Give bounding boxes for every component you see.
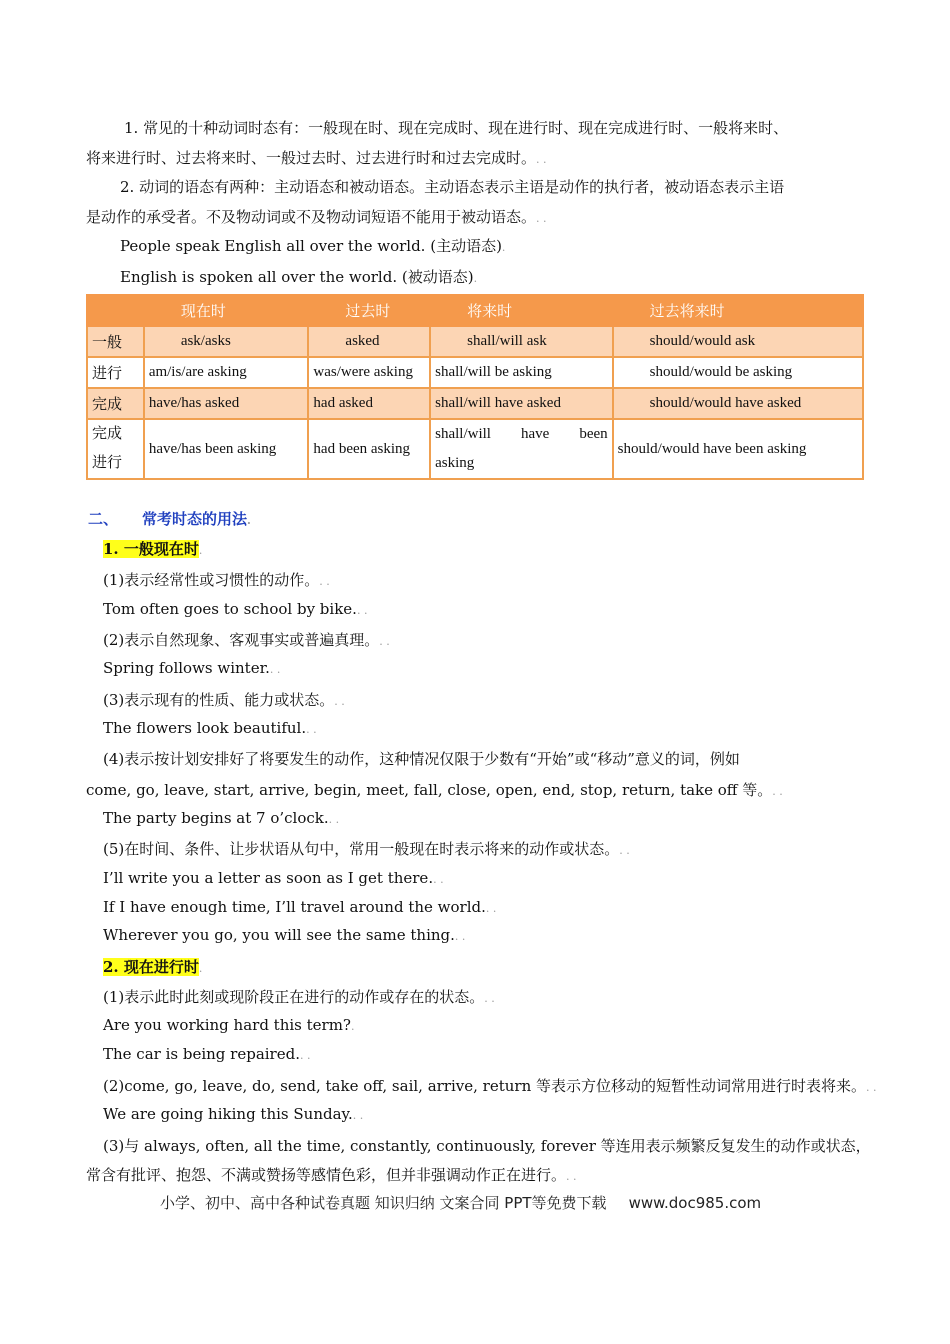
table-row-label: 一般 <box>87 326 144 357</box>
tense-table <box>86 294 864 480</box>
intro-p2-line1: 2. 动词的语态有两种：主动语态和被动语态。主动语态表示主语是动作的执行者，被动语态表示主语 <box>120 178 785 196</box>
list-item: The party begins at 7 o’clock.. . <box>103 809 340 827</box>
intro-p1-line2: 将来进行时、过去将来时、一般过去时、过去进行时和过去完成时。. . <box>86 149 547 167</box>
example-passive: English is spoken all over the world. (被动语态). <box>120 268 478 286</box>
section-heading: 二、 常考时态的用法. <box>88 510 251 528</box>
list-item: come, go, leave, start, arrive, begin, meet, fall, close, open, end, stop, return, take off 等。. . <box>86 781 783 799</box>
table-header-cell: 将来时 <box>430 295 613 326</box>
list-item: (1)表示经常性或习惯性的动作。. . <box>103 571 330 589</box>
subsection-title-present-continuous: 2. 现在进行时. <box>103 958 203 976</box>
table-cell: shall/will be asking <box>430 357 613 388</box>
list-item: 常含有批评、抱怨、不满或赞扬等感情色彩，但并非强调动作正在进行。. . <box>86 1166 577 1184</box>
footer-text: 小学、初中、高中各种试卷真题 知识归纳 文案合同 PPT等免费下载 <box>160 1194 607 1212</box>
table-header-row <box>87 295 863 326</box>
table-row-label: 进行 <box>87 357 144 388</box>
table-row <box>87 357 863 388</box>
table-row <box>87 419 863 479</box>
list-item: The flowers look beautiful.. . <box>103 719 317 737</box>
list-item: Tom often goes to school by bike.. . <box>103 600 368 618</box>
table-cell: shall/will ask <box>430 326 613 357</box>
table-cell: ask/asks <box>144 326 309 357</box>
example-active: People speak English all over the world. (主动语态). <box>120 237 506 255</box>
table-cell: should/would ask <box>613 326 863 357</box>
list-item: (3)与 always, often, all the time, constantly, continuously, forever 等连用表示频繁反复发生的动作或状态， <box>103 1137 871 1155</box>
table-cell: shall/will have asked <box>430 388 613 419</box>
table-cell: had asked <box>308 388 430 419</box>
table-header-cell: 过去将来时 <box>613 295 863 326</box>
table-header-cell: 现在时 <box>144 295 309 326</box>
list-item: Are you working hard this term?. <box>103 1016 355 1034</box>
list-item: The car is being repaired.. . <box>103 1045 311 1063</box>
table-cell: should/would be asking <box>613 357 863 388</box>
table-row <box>87 326 863 357</box>
page-footer <box>160 1192 761 1213</box>
list-item: (4)表示按计划安排好了将要发生的动作，这种情况仅限于少数有“开始”或“移动”意义的词，例如 <box>103 750 740 768</box>
table-cell: shall/will have been asking <box>430 419 613 479</box>
list-item: (2)表示自然现象、客观事实或普遍真理。. . <box>103 631 390 649</box>
table-row-label: 完成 进行 <box>87 419 144 479</box>
footer-url[interactable]: www.doc985.com <box>628 1194 762 1212</box>
list-item: I’ll write you a letter as soon as I get there.. . <box>103 869 444 887</box>
table-header-cell <box>87 295 144 326</box>
intro-p1-line1: 1. 常见的十种动词时态有：一般现在时、现在完成时、现在进行时、现在完成进行时、一般将来时、 <box>124 119 789 137</box>
list-item: Wherever you go, you will see the same thing.. . <box>103 926 466 944</box>
table-cell: have/has asked <box>144 388 309 419</box>
list-item: (3)表示现有的性质、能力或状态。. . <box>103 691 345 709</box>
list-item: (2)come, go, leave, do, send, take off, sail, arrive, return 等表示方位移动的短暂性动词常用进行时表将来。. . <box>103 1077 877 1095</box>
subsection-title-simple-present: 1. 一般现在时. <box>103 540 203 558</box>
table-cell: have/has been asking <box>144 419 309 479</box>
intro-p2-line2: 是动作的承受者。不及物动词或不及物动词短语不能用于被动语态。. . <box>86 208 547 226</box>
table-cell: had been asking <box>308 419 430 479</box>
list-item: We are going hiking this Sunday.. . <box>103 1105 364 1123</box>
table-cell: should/would have asked <box>613 388 863 419</box>
table-cell: asked <box>308 326 430 357</box>
list-item: Spring follows winter.. . <box>103 659 281 677</box>
table-cell: was/were asking <box>308 357 430 388</box>
table-cell: am/is/are asking <box>144 357 309 388</box>
table-row <box>87 388 863 419</box>
table-cell: should/would have been asking <box>613 419 863 479</box>
list-item: If I have enough time, I’ll travel around the world.. . <box>103 898 497 916</box>
table-row-label: 完成 <box>87 388 144 419</box>
list-item: (5)在时间、条件、让步状语从句中，常用一般现在时表示将来的动作或状态。. . <box>103 840 630 858</box>
table-header-cell: 过去时 <box>308 295 430 326</box>
list-item: (1)表示此时此刻或现阶段正在进行的动作或存在的状态。. . <box>103 988 495 1006</box>
